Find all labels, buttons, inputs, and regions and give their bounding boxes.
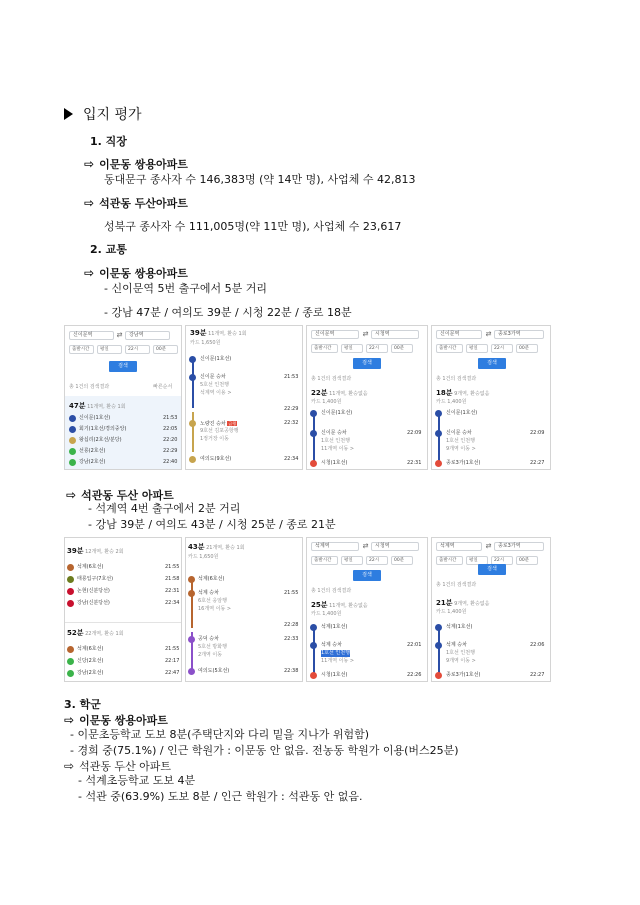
from-input[interactable]: 신이문역 bbox=[69, 331, 114, 340]
text-screens-s1-stops-4: 강남(2호선) bbox=[79, 459, 106, 465]
text-screens-s2-fare: 카드 1,650원 bbox=[190, 340, 221, 346]
station-dot-icon bbox=[435, 460, 442, 467]
station-dot-icon bbox=[189, 374, 196, 381]
text-screens-common-hour: 22시 bbox=[491, 344, 513, 353]
text-screens-s3-end: 시청(1호선) bbox=[321, 460, 348, 466]
text-screens-s8-t: 22:06 bbox=[530, 642, 545, 648]
route-time: 47분 bbox=[69, 402, 86, 410]
text-screens-s4-board: 신이문 승차 bbox=[446, 430, 472, 436]
text-screens-s7-start: 석계(1호선) bbox=[321, 624, 348, 630]
station-dot-icon bbox=[435, 672, 442, 679]
workplace-apt1-detail: 동대문구 종사자 수 146,383명 (약 14만 명), 사업체 수 42,813 bbox=[104, 173, 416, 186]
station-dot-icon bbox=[67, 658, 74, 665]
station-dot-icon bbox=[188, 590, 195, 597]
station-dot-icon bbox=[310, 430, 317, 437]
workplace-apt2 bbox=[84, 196, 188, 211]
text-screens-s2-board: 신이문 승차 bbox=[200, 374, 226, 380]
text-screens-s1-stops-0: 신이문(1호선) bbox=[79, 415, 111, 421]
search-button[interactable]: 검색 bbox=[478, 358, 506, 369]
text-screens-s8-meta: 9개역, 환승없음 bbox=[454, 601, 490, 607]
route-screen-4 bbox=[431, 325, 551, 470]
station-dot-icon bbox=[435, 642, 442, 649]
text-screens-s2-board_t: 21:53 bbox=[284, 374, 299, 380]
arrow-right-icon: ⇨ bbox=[84, 266, 95, 280]
text-screens-common-hour: 22시 bbox=[491, 556, 513, 565]
from-input[interactable]: 석계역 bbox=[436, 542, 482, 551]
text-screens-s1-clock-1: 22:05 bbox=[163, 426, 178, 432]
station-dot-icon bbox=[188, 576, 195, 583]
text-screens-s5-meta2: 22개역, 환승 1회 bbox=[85, 631, 124, 637]
route-row bbox=[190, 330, 247, 338]
from-input[interactable]: 신이문역 bbox=[436, 330, 482, 339]
school-apt2 bbox=[64, 759, 171, 774]
text-screens-s2-tr_sub: 9호선 김포공항행 bbox=[200, 428, 239, 434]
text-screens-s6-fare: 카드 1,650원 bbox=[188, 554, 219, 560]
station-dot-icon bbox=[69, 426, 76, 433]
text-screens-common-min: 00분 bbox=[516, 556, 538, 565]
text-screens-s8-board: 석계 승차 bbox=[446, 642, 467, 648]
text-screens-s4-meta: 9개역, 환승없음 bbox=[454, 391, 490, 397]
text-screens-s5-stops1-3: 강남(신분당선) bbox=[77, 600, 110, 606]
text-screens-common-recent: 총 1건의 검색결과 bbox=[311, 588, 352, 594]
station-dot-icon bbox=[67, 564, 74, 571]
transport-apt1-line1: - 신이문역 5번 출구에서 5분 거리 bbox=[104, 282, 267, 295]
station-dot-icon bbox=[435, 430, 442, 437]
text-screens-s3-sub: 1호선 인천행 bbox=[321, 438, 350, 444]
text-screens-common-weekday: 평일 bbox=[466, 344, 488, 353]
swap-icon[interactable]: ⇄ bbox=[116, 331, 123, 339]
station-dot-icon bbox=[67, 576, 74, 583]
text-screens-s3-board: 신이문 승차 bbox=[321, 430, 347, 436]
text-screens-s6-board: 석계 승차 bbox=[198, 590, 219, 596]
text-screens-s2-transfer: 노량진 승차 bbox=[200, 421, 226, 427]
swap-icon[interactable]: ⇄ bbox=[362, 330, 369, 338]
text-screens-common-weekday: 평일 bbox=[466, 556, 488, 565]
route-row bbox=[69, 403, 126, 411]
to-input[interactable]: 종로3가역 bbox=[494, 330, 544, 339]
text-screens-s2-transfer_badge: 급행 bbox=[228, 421, 237, 426]
text-screens-s4-end_t: 22:27 bbox=[530, 460, 545, 466]
text-screens-s5-stops2-2: 강남(2호선) bbox=[77, 670, 104, 676]
swap-icon[interactable]: ⇄ bbox=[485, 542, 492, 550]
text-screens-s3-t: 22:09 bbox=[407, 430, 422, 436]
route-screen-2 bbox=[185, 325, 303, 470]
text-screens-s2-time: 39분 bbox=[190, 329, 207, 337]
text-screens-s3-sub2: 11개역 이동 > bbox=[321, 446, 355, 452]
school-apt1-line1: - 이문초등학교 도보 8분(주택단지와 다리 밑을 지나가 위험함) bbox=[70, 728, 370, 741]
text-screens-common-min: 00분 bbox=[391, 344, 413, 353]
text-screens-common-hour: 22시 bbox=[366, 344, 388, 353]
transport-apt2-line1: - 석계역 4번 출구에서 2분 거리 bbox=[88, 502, 241, 515]
text-screens-s5-clock1-3: 22:34 bbox=[165, 600, 180, 606]
text-screens-s4-sub: 1호선 인천행 bbox=[446, 438, 475, 444]
station-dot-icon bbox=[69, 459, 76, 466]
text-screens-s5-stops2-1: 신당(2호선) bbox=[77, 658, 104, 664]
station-dot-icon bbox=[67, 670, 74, 677]
text-screens-s6-tr_sub2: 2개역 이동 bbox=[198, 652, 223, 658]
text-screens-s6-transfer: 공덕 승차 bbox=[198, 636, 219, 642]
text-screens-s8-time: 21분 bbox=[436, 599, 453, 607]
station-dot-icon bbox=[188, 668, 195, 675]
swap-icon[interactable]: ⇄ bbox=[485, 330, 492, 338]
route-line bbox=[192, 412, 194, 452]
text-section-workplace-apt1-name: 이문동 쌍용아파트 bbox=[99, 158, 188, 171]
text-screens-s7-sub2: 11개역 이동 > bbox=[321, 658, 355, 664]
route-row bbox=[311, 602, 368, 610]
text-screens-s5-clock2-0: 21:55 bbox=[165, 646, 180, 652]
arrow-right-icon: ⇨ bbox=[84, 157, 95, 171]
text-screens-common-depart: 출발시간 bbox=[436, 556, 463, 565]
station-dot-icon bbox=[69, 415, 76, 422]
text-screens-s5-stops1-2: 논현(신분당선) bbox=[77, 588, 110, 594]
text-screens-s2-meta: 11개역, 환승 1회 bbox=[208, 331, 247, 337]
workplace-heading: 1. 직장 bbox=[90, 135, 127, 148]
to-input[interactable]: 종로3가역 bbox=[494, 542, 544, 551]
text-screens-s6-end: 여의도(5호선) bbox=[198, 668, 230, 674]
route-meta: 11개역, 환승 1회 bbox=[87, 404, 126, 410]
text-section-school-apt2-name: 석관동 두산 아파트 bbox=[79, 760, 172, 773]
text-screens-s1-clock-3: 22:29 bbox=[163, 448, 178, 454]
triangle-bullet-icon bbox=[64, 108, 73, 120]
text-screens-s7-time: 25분 bbox=[311, 601, 328, 609]
school-apt1-line2: - 경희 중(75.1%) / 인근 학원가 : 이문동 안 없음. 전농동 학원가 이용(버스25분) bbox=[70, 744, 459, 757]
text-section-transport-apt1-name: 이문동 쌍용아파트 bbox=[99, 267, 188, 280]
station-dot-icon bbox=[310, 410, 317, 417]
route-screen-6 bbox=[185, 537, 303, 682]
text-screens-s5-clock1-2: 22:31 bbox=[165, 588, 180, 594]
workplace-apt2-detail: 성북구 종사자 수 111,005명(약 11만 명), 사업체 수 23,617 bbox=[104, 220, 402, 233]
text-screens-s3-meta: 11개역, 환승없음 bbox=[329, 391, 368, 397]
text-screens-s4-end: 종로3가(1호선) bbox=[446, 460, 481, 466]
arrow-right-icon: ⇨ bbox=[84, 196, 95, 210]
text-screens-common-recent: 총 1건의 검색결과 bbox=[436, 582, 477, 588]
station-dot-icon bbox=[67, 600, 74, 607]
route-row bbox=[67, 630, 124, 638]
station-dot-icon bbox=[67, 588, 74, 595]
text-screens-common-depart: 출발시간 bbox=[311, 556, 338, 565]
text-screens-s6-tr_sub: 5호선 방화행 bbox=[198, 644, 227, 650]
station-dot-icon bbox=[69, 448, 76, 455]
route-line bbox=[191, 580, 193, 628]
route-line bbox=[313, 414, 315, 466]
swap-icon[interactable]: ⇄ bbox=[362, 542, 369, 550]
route-screen-1 bbox=[64, 325, 182, 470]
text-screens-s5-time2: 52분 bbox=[67, 629, 84, 637]
station-dot-icon bbox=[435, 410, 442, 417]
search-button[interactable]: 검색 bbox=[478, 564, 506, 575]
school-apt2-line2: - 석관 중(63.9%) 도보 8분 / 인근 학원가 : 석관동 안 없음. bbox=[78, 790, 363, 803]
text-screens-s3-time: 22분 bbox=[311, 389, 328, 397]
from-input[interactable]: 석계역 bbox=[311, 542, 359, 551]
text-screens-s5-clock2-2: 22:47 bbox=[165, 670, 180, 676]
text-screens-common-recent: 총 1건의 검색결과 bbox=[436, 376, 477, 382]
min-select[interactable]: 00분 bbox=[153, 345, 178, 354]
arrow-right-icon: ⇨ bbox=[64, 713, 75, 727]
text-screens-common-depart: 출발시간 bbox=[436, 344, 463, 353]
route-screen-5 bbox=[64, 537, 182, 682]
text-screens-s8-sub2: 9개역 이동 > bbox=[446, 658, 476, 664]
workplace-apt1 bbox=[84, 157, 188, 172]
text-screens-s4-time: 18분 bbox=[436, 389, 453, 397]
text-screens-s1-clock-2: 22:20 bbox=[163, 437, 178, 443]
station-dot-icon bbox=[310, 672, 317, 679]
station-dot-icon bbox=[310, 460, 317, 467]
text-screens-common-weekday: 평일 bbox=[341, 556, 363, 565]
text-section-transport-apt2-name: 석관동 두산 아파트 bbox=[81, 489, 174, 502]
station-dot-icon bbox=[310, 642, 317, 649]
route-row bbox=[311, 390, 368, 398]
route-screen-7 bbox=[306, 537, 428, 682]
station-dot-icon bbox=[189, 420, 196, 427]
text-screens-s6-sub: 6호선 응암행 bbox=[198, 598, 227, 604]
text-screens-s6-sub2: 16개역 이동 > bbox=[198, 606, 232, 612]
text-screens-s7-t: 22:01 bbox=[407, 642, 422, 648]
text-screens-s7-meta: 11개역, 환승없음 bbox=[329, 603, 368, 609]
station-dot-icon bbox=[67, 646, 74, 653]
text-screens-s5-stops1-0: 석계(6호선) bbox=[77, 564, 104, 570]
arrow-right-icon: ⇨ bbox=[66, 488, 77, 502]
text-screens-s5-clock2-1: 22:17 bbox=[165, 658, 180, 664]
text-screens-s2-tr_sub2: 1정거장 이동 bbox=[200, 436, 229, 442]
text-section-school-apt1-name: 이문동 쌍용아파트 bbox=[79, 714, 168, 727]
text-screens-s8-end_t: 22:27 bbox=[530, 672, 545, 678]
text-screens-s5-clock1-1: 21:58 bbox=[165, 576, 180, 582]
hour-select[interactable]: 22시 bbox=[125, 345, 150, 354]
search-button[interactable]: 검색 bbox=[353, 358, 381, 369]
text-screens-s3-fare: 카드 1,400원 bbox=[311, 399, 342, 405]
text-screens-s4-start: 신이문(1호선) bbox=[446, 410, 478, 416]
text-screens-s8-start: 석계(1호선) bbox=[446, 624, 473, 630]
route-screen-3 bbox=[306, 325, 428, 470]
text-screens-s2-tr_t: 22:29 bbox=[284, 406, 299, 412]
text-screens-s7-sub: 1호선 인천행 bbox=[321, 650, 350, 656]
text-screens-s7-end_t: 22:26 bbox=[407, 672, 422, 678]
transport-apt2 bbox=[66, 488, 174, 503]
text-screens-s4-t: 22:09 bbox=[530, 430, 545, 436]
text-section-workplace-apt2-name: 석관동 두산아파트 bbox=[99, 197, 188, 210]
to-input[interactable]: 강남역 bbox=[125, 331, 170, 340]
text-screens-common-weekday: 평일 bbox=[341, 344, 363, 353]
text-section-title: 입지 평가 bbox=[83, 107, 142, 123]
transport-heading: 2. 교통 bbox=[90, 243, 127, 256]
text-screens-s8-fare: 카드 1,400원 bbox=[436, 609, 467, 615]
text-screens-s5-stops2-0: 석계(6호선) bbox=[77, 646, 104, 652]
text-screens-s4-fare: 카드 1,400원 bbox=[436, 399, 467, 405]
text-screens-s2-t2: 22:32 bbox=[284, 420, 299, 426]
route-row bbox=[67, 548, 124, 556]
text-screens-s6-start: 석계(6호선) bbox=[198, 576, 225, 582]
text-screens-s3-start: 신이문(1호선) bbox=[321, 410, 353, 416]
search-button[interactable]: 검색 bbox=[353, 570, 381, 581]
station-dot-icon bbox=[189, 356, 196, 363]
text-screens-s1-clock-0: 21:53 bbox=[163, 415, 178, 421]
text-screens-s5-time1: 39분 bbox=[67, 547, 84, 555]
text-screens-s2-board_sub2: 석계역 이용 > bbox=[200, 390, 232, 396]
text-screens-s6-tr_t: 22:33 bbox=[284, 636, 299, 642]
station-dot-icon bbox=[310, 624, 317, 631]
station-dot-icon bbox=[69, 437, 76, 444]
route-line bbox=[438, 628, 440, 676]
text-screens-s1-clock-4: 22:40 bbox=[163, 459, 178, 465]
text-screens-s1-stops-1: 회기(1호선/경의중앙) bbox=[79, 426, 127, 432]
text-screens-common-depart: 출발시간 bbox=[311, 344, 338, 353]
to-input[interactable]: 시청역 bbox=[371, 330, 419, 339]
text-screens-s5-clock1-0: 21:55 bbox=[165, 564, 180, 570]
route-row bbox=[200, 420, 237, 428]
text-screens-common-min: 00분 bbox=[391, 556, 413, 565]
section-title bbox=[64, 104, 142, 124]
text-screens-s8-sub: 1호선 인천행 bbox=[446, 650, 475, 656]
text-screens-s6-meta: 21개역, 환승 1회 bbox=[206, 545, 245, 551]
search-button[interactable]: 검색 bbox=[109, 361, 137, 372]
station-dot-icon bbox=[435, 624, 442, 631]
text-screens-s7-end: 시청(1호선) bbox=[321, 672, 348, 678]
transport-apt1 bbox=[84, 266, 188, 281]
from-input[interactable]: 신이문역 bbox=[311, 330, 359, 339]
text-screens-s1-stops-2: 왕십리(2호선/분당) bbox=[79, 437, 122, 443]
sort-toggle[interactable]: 빠른순서 bbox=[153, 384, 173, 390]
to-input[interactable]: 시청역 bbox=[371, 542, 419, 551]
route-row bbox=[188, 544, 245, 552]
text-screens-s2-start: 신이문(1호선) bbox=[200, 356, 232, 362]
school-apt1 bbox=[64, 713, 168, 728]
text-screens-s8-end: 종로3가(1호선) bbox=[446, 672, 481, 678]
text-screens-s2-board_sub: 5호선 인천행 bbox=[200, 382, 229, 388]
text-screens-s6-t: 21:55 bbox=[284, 590, 299, 596]
route-line bbox=[438, 414, 440, 466]
text-screens-s4-sub2: 9개역 이동 > bbox=[446, 446, 476, 452]
route-row bbox=[436, 390, 489, 398]
route-row bbox=[436, 600, 489, 608]
text-screens-common-hour: 22시 bbox=[366, 556, 388, 565]
text-screens-s7-board: 석계 승차 bbox=[321, 642, 342, 648]
route-line bbox=[192, 360, 194, 408]
text-screens-s7-fare: 카드 1,400원 bbox=[311, 611, 342, 617]
arrow-right-icon: ⇨ bbox=[64, 759, 75, 773]
school-apt2-line1: - 석계초등학교 도보 4분 bbox=[78, 774, 196, 787]
text-screens-s2-end: 여의도(9호선) bbox=[200, 456, 232, 462]
route-screen-8 bbox=[431, 537, 551, 682]
depart-select[interactable]: 출발시간 bbox=[69, 345, 94, 354]
text-screens-s5-meta1: 12개역, 환승 2회 bbox=[85, 549, 124, 555]
text-screens-s6-t2: 22:28 bbox=[284, 622, 299, 628]
text-screens-s1-stops-3: 선릉(2호선) bbox=[79, 448, 106, 454]
station-dot-icon bbox=[188, 636, 195, 643]
school-heading: 3. 학군 bbox=[64, 698, 101, 711]
route-line bbox=[313, 628, 315, 676]
text-screens-s6-end_t: 22:38 bbox=[284, 668, 299, 674]
text-screens-s6-time: 43분 bbox=[188, 543, 205, 551]
text-screens-s3-end_t: 22:31 bbox=[407, 460, 422, 466]
transport-apt2-line2: - 강남 39분 / 여의도 43분 / 시청 25분 / 종로 21분 bbox=[88, 518, 336, 531]
day-select[interactable]: 평일 bbox=[97, 345, 122, 354]
transport-apt1-line2: - 강남 47분 / 여의도 39분 / 시청 22분 / 종로 18분 bbox=[104, 306, 352, 319]
text-screens-common-recent: 총 1건의 검색결과 bbox=[311, 376, 352, 382]
result-count: 총 1건의 검색결과 bbox=[69, 384, 110, 390]
text-screens-common-min: 00분 bbox=[516, 344, 538, 353]
text-screens-s5-stops1-1: 태릉입구(7호선) bbox=[77, 576, 114, 582]
station-dot-icon bbox=[189, 456, 196, 463]
text-screens-s2-end_t: 22:34 bbox=[284, 456, 299, 462]
